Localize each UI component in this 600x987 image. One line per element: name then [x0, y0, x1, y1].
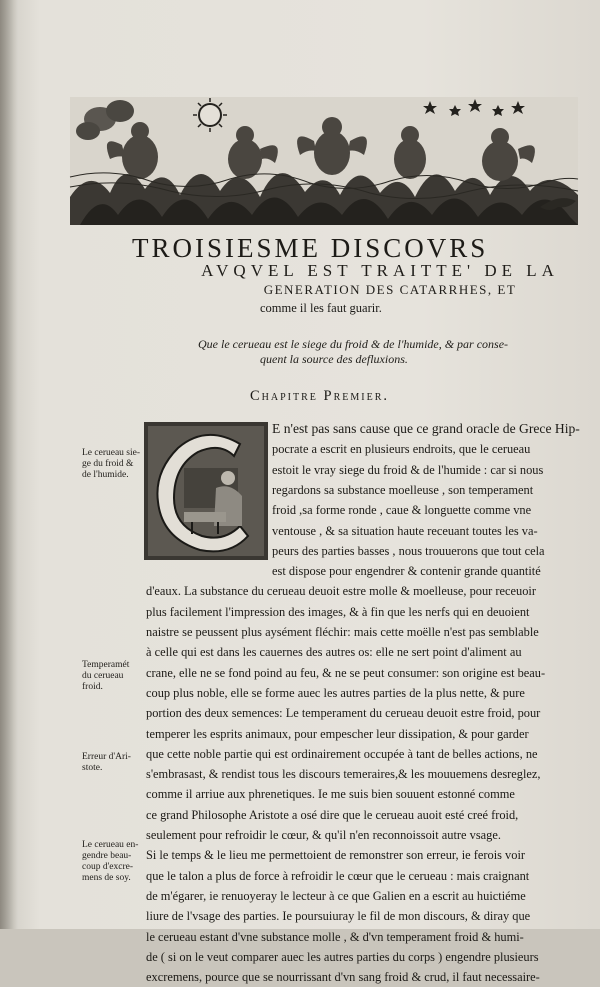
chapter-summary-line-2: quent la source des defluxions.: [260, 352, 408, 366]
body-line: excremens, pource que se nourrissant d'vn sang froid & crud, il faut necessaire-: [146, 970, 540, 985]
body-line: d'eaux. La substance du cerueau deuoit estre molle & moelleuse, pour receuoir: [146, 584, 536, 599]
body-line: seulement pour refroidir le cœur, & qu'il n'en reconnoissoit autre vsage.: [146, 828, 501, 842]
margin-note-line: Le cerueau en-: [82, 840, 139, 850]
body-line: peurs des parties basses , nous trouuerons que tout cela: [272, 543, 545, 558]
body-line: ce grand Philosophe Aristote a osé dire que le cerueau auoit esté creé froid,: [146, 807, 519, 822]
body-line: Si le temps & le lieu me permettoient de remonstrer son erreur, ie ferois voir: [146, 848, 526, 863]
discourse-subtitle-line-2: GENERATION DES CATARRHES, ET: [263, 282, 517, 297]
body-line: froid ,sa forme ronde , caue & longuette comme vne: [272, 503, 532, 518]
woodcut-headpiece-art: [70, 97, 578, 225]
body-line: à celle qui est dans les cauernes des autres os: elle ne sert point d'aliment au: [146, 645, 522, 660]
woodcut-headpiece: [70, 97, 578, 225]
chapter-summary: [198, 337, 588, 367]
body-line: liure de l'vsage des parties. Ie poursuiuray le fil de mon discours, & diray que: [146, 909, 531, 924]
body-line: temperer les esprits animaux, pour empescher leur dissipation, & pour garder: [146, 726, 529, 741]
body-line: ventouse , & sa situation haute receuant toutes les va-: [272, 523, 538, 538]
margin-note-line: stote.: [82, 763, 103, 773]
margin-note-line: Temperamét: [82, 660, 130, 670]
chapter-heading: Chapitre Premier.: [250, 388, 389, 404]
body-line: E n'est pas sans cause que ce grand oracle de Grece Hip-: [272, 421, 580, 436]
spine-shadow: [0, 0, 18, 929]
body-line: comme il arriue aux phrenetiques. Ie me suis bien souuent estonné comme: [146, 787, 515, 802]
body-line: que cette noble partie qui est ordinairement occupée à tant de belles actions, ne: [146, 746, 538, 761]
discourse-subtitle-line-1: AVQVEL EST TRAITTE' DE LA: [201, 261, 559, 280]
margin-note-line: mens de soy.: [82, 873, 131, 883]
body-line: portion des deux semences: Le temperament du cerueau deuoit estre froid, pour: [146, 706, 541, 721]
margin-note-line: coup d'excre-: [82, 862, 134, 872]
body-line: naistre se peussent plus aysément fléchir: mais cette moëlle n'est pas semblable: [146, 625, 539, 639]
body-line: s'embrasast, & rendist tous les discours temeraires,& les mouuemens desreglez,: [146, 767, 541, 782]
margin-note-line: ge du froid &: [82, 459, 134, 469]
body-line: estoit le vray siege du froid & de l'humide : car si nous: [272, 462, 544, 477]
body-line: que le talon a plus de force à refroidir le cœur que le cerueau : mais craignant: [146, 868, 530, 883]
body-line: le cerueau estant d'vne substance molle , & d'vn temperament froid & humi-: [146, 929, 524, 944]
body-line: est dispose pour engendrer & contenir grande quantité: [272, 564, 541, 579]
body-line: coup plus noble, elle se forme auec les autres parties de la plus nette, & pure: [146, 685, 525, 700]
decorated-initial-c: [144, 422, 268, 560]
decorated-initial-art: [144, 422, 268, 560]
body-line: de m'égarer, ie renuoyeray le lecteur à ce que Galien en a escrit au huictiéme: [146, 888, 526, 903]
body-line: de ( si on le veut comparer auec les autres parties du corps ) engendre plusieurs: [146, 949, 539, 964]
margin-note-line: gendre beau-: [82, 851, 132, 861]
body-line: regardons sa substance moelleuse , son temperament: [272, 482, 534, 497]
discourse-title: TROISIESME DISCOVRS: [132, 233, 489, 263]
margin-note: [82, 752, 144, 774]
margin-note-line: du cerueau: [82, 671, 124, 681]
margin-note-line: Le cerueau sie-: [82, 448, 141, 458]
discourse-subtitle-line-3: comme il les faut guarir.: [260, 301, 382, 315]
chapter-summary-line-1: Que le cerueau est le siege du froid & de l'humide, & par conse-: [198, 337, 509, 351]
margin-note-line: froid.: [82, 682, 103, 692]
margin-note-line: de l'humide.: [82, 470, 129, 480]
margin-note-line: Erreur d'Ari-: [82, 752, 131, 762]
body-line: plus facilement l'impression des images, & à fin que les nerfs qui en deuoient: [146, 604, 530, 619]
body-line: crane, elle ne se fond poind au feu, & ne se peut consumer: son origine est beau-: [146, 665, 546, 680]
margin-note: [82, 448, 144, 481]
margin-note: [82, 840, 144, 884]
margin-note: [82, 660, 144, 693]
body-line: pocrate a escrit en plusieurs endroits, que le cerueau: [272, 442, 531, 457]
